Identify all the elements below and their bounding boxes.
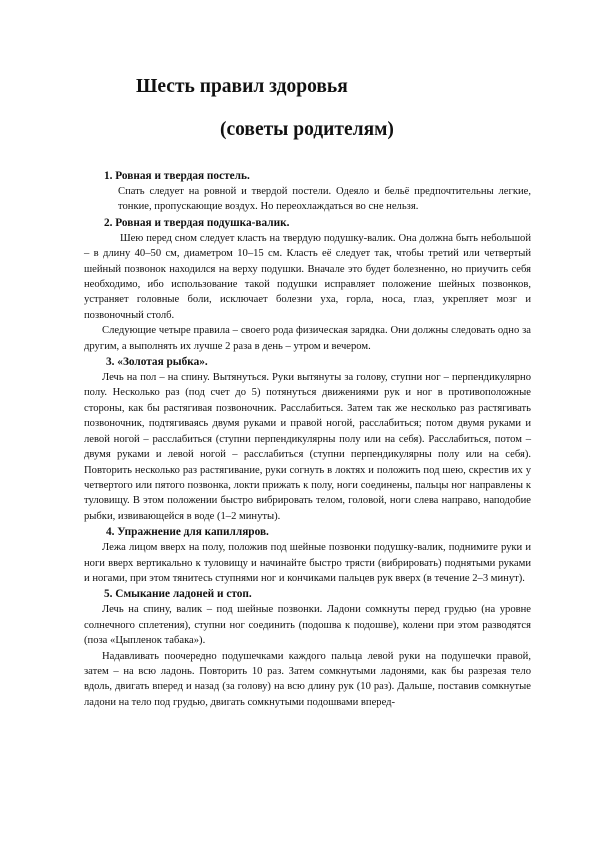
page-subtitle: (советы родителям) [220, 119, 394, 140]
document-body [84, 168, 531, 710]
section-5-paragraph-2: Надавливать поочередно подушечками каждого пальца левой руки на подушечки правой, затем – на всю ладонь. Повторить 10 раз. Затем сомкнутыми ладонями, как бы разрезая тело вдоль, двигать вперед и назад (за голову) на всю длину рук (10 раз). Дальше, поставив сомкнутые ладони на тело под грудью, двигать сомкнутыми подошвами вперед- [84, 650, 531, 708]
section-2-paragraph-2: Следующие четыре правила – своего рода физическая зарядка. Они должны следовать одно за другим, а выполнять их лучше 2 раза в день – утром и вечером. [84, 325, 531, 352]
section-1-paragraph: Спать следует на ровной и твердой постели. Одеяло и бельё предпочтительны легкие, тонкие, пропускающие воздух. Но переохлаждаться во сне нельзя. [118, 186, 531, 213]
section-4-paragraph: Лежа лицом вверх на полу, положив под шейные позвонки подушку-валик, поднимите руки и ноги вверх вертикально к туловищу и начинайте быстро трясти (вибрировать) поднятыми руками и ногами, при этом тянитесь ступнями ног и кончиками пальцев рук вверх (в течение 2–3 минут). [84, 542, 531, 584]
section-heading-4: 4. Упражнение для капилляров. [106, 526, 269, 539]
section-5-paragraph-1: Лечь на спину, валик – под шейные позвонки. Ладони сомкнуты перед грудью (на уровне солнечного сплетения), ступни ног соединить (подошва к подошве), колени при этом разводятся (поза «Цыпленок табака»). [84, 604, 531, 647]
page-title: Шесть правил здоровья [136, 76, 348, 97]
section-3-paragraph: Лечь на пол – на спину. Вытянуться. Руки вытянуты за голову, ступни ног – перпендикулярно полу. Несколько раз (под счет до 5) потянуться движениями рук и ног в противоположные стороны, как бы растягивая позвоночник. Расслабиться. Затем так же несколько раз растягивать позвоночник, подтягиваясь двумя руками и правой ногой, расслабиться; потом двумя руками и левой ногой – расслабиться (ступни перпендикулярны полу или на себя). Расслабиться, потом – двумя руками и левой ногой – расслабиться (ступни перпендикулярны полу или на себя). Повторить несколько раз растягивание, руки согнуть в локтях и положить под шею, скрестив их у четвертого или пятого позвонка, локти прижать к полу, ноги соединены, пальцы ног направлены к туловищу. В этом положении быстро вибрировать телом, головой, ноги слева направо, наподобие рыбки, извивающейся в воде (1–2 минуты). [84, 372, 531, 522]
section-heading-5: 5. Смыкание ладоней и стоп. [104, 588, 252, 601]
section-heading-3: 3. «Золотая рыбка». [106, 356, 208, 369]
section-heading-1: 1. Ровная и твердая постель. [104, 170, 250, 182]
section-2-paragraph-1: Шею перед сном следует класть на твердую подушку-валик. Она должна быть небольшой – в длину 40–50 см, диаметром 10–15 см. Класть её следует так, чтобы третий или четвертый шейный позвонок находился на верху подушки. Вначале это будет болезненно, но приучить себя необходимо, ибо использование такой подушки исправляет положение шейных позвонков, устраняет головные боли, исключает болезни уха, горла, носа, глаз, укрепляет мозг и позвоночный столб. [84, 232, 531, 321]
section-heading-2: 2. Ровная и твердая подушка-валик. [104, 216, 290, 229]
